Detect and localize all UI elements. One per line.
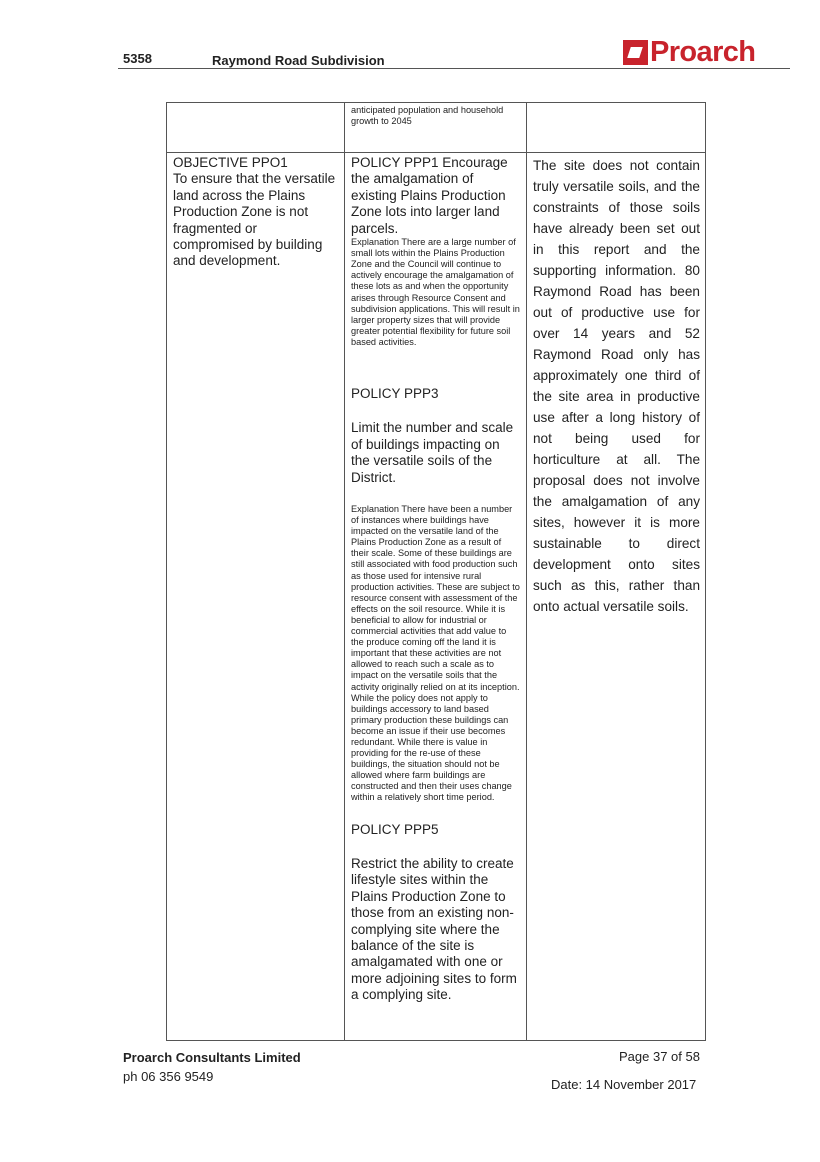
header-divider xyxy=(118,68,790,69)
policy-ppp1-heading: POLICY PPP1 Encourage the amalgamation of existing Plains Production Zone lots into larger land parcels. xyxy=(351,155,508,236)
proarch-logo-text: Proarch xyxy=(650,36,756,68)
table-row xyxy=(167,153,706,1041)
policy-assessment-table xyxy=(166,102,706,1041)
assessment-text: The site does not contain truly versatile soils, and the constraints of those soils have already been set out in this report and the supporting information. 80 Raymond Road has been out of productive use for over 14 years and 52 Raymond Road only has approximately one third of the site area in productive use after a long history of not being used for horticulture at all. The proposal does not involve the amalgamation of any sites, however it is more sustainable to direct development onto sites such as this, rather than onto actual versatile soils. xyxy=(533,158,700,614)
footer-phone: ph 06 356 9549 xyxy=(123,1069,214,1084)
table-cell xyxy=(527,103,706,153)
table-cell xyxy=(167,103,345,153)
objective-text: To ensure that the versatile land across the Plains Production Zone is not fragmented or compromised by building and development. xyxy=(173,171,336,269)
assessment-cell xyxy=(527,153,706,1041)
policy-ppp3-text: Limit the number and scale of buildings impacting on the versatile soils of the District. xyxy=(351,420,514,485)
policy-cell xyxy=(345,153,527,1041)
policy-ppp5-text: Restrict the ability to create lifestyle sites within the Plains Production Zone to those from an existing non-complying site where the balance of the site is amalgamated with one or more adjoining sites to form a complying site. xyxy=(351,855,517,1003)
table-cell xyxy=(345,103,527,153)
continued-explanation: anticipated population and household growth to 2045 xyxy=(351,105,504,127)
table-row xyxy=(167,103,706,153)
objective-heading: OBJECTIVE PPO1 xyxy=(173,155,288,170)
document-title: Raymond Road Subdivision xyxy=(212,53,385,68)
policy-ppp5-heading: POLICY PPP5 xyxy=(351,821,439,837)
objective-cell xyxy=(167,153,345,1041)
policy-ppp3-explanation: Explanation There have been a number of instances where buildings have impacted on the versatile land of the Plains Production Zone as a result of their scale. Some of these buildings are still associated with food production such as those used for intensive rural production activities. These are subject to resource consent with assessment of the effects on the soil resource. While it is beneficial to allow for industrial or commercial activities that add value to the produce coming off the land it is important that these activities are not allowed to reach such a scale as to impact on the versatile soils that the activity originally relied on at its inception. While the policy does not apply to buildings accessory to land based primary production these buildings can become an issue if their use becomes redundant. While there is value in providing for the re-use of these buildings, the situation should not be allowed where farm buildings are constructed and then their uses change within a relatively short time period. xyxy=(351,504,520,803)
document-number: 5358 xyxy=(123,51,152,66)
page-number: Page 37 of 58 xyxy=(619,1049,700,1064)
policy-ppp3-heading: POLICY PPP3 xyxy=(351,385,439,401)
proarch-logo xyxy=(623,38,755,66)
policy-ppp1-explanation: Explanation There are a large number of small lots within the Plains Production Zone and the Council will continue to actively encourage the amalgamation of these lots as and when the opportunity arises through Resource Consent and subdivision applications. This will result in larger property sizes that will provide greater potential flexibility for future soil based activities. xyxy=(351,237,520,347)
proarch-logo-icon xyxy=(623,40,648,65)
footer-company: Proarch Consultants Limited xyxy=(123,1050,301,1065)
document-date: Date: 14 November 2017 xyxy=(551,1077,697,1092)
